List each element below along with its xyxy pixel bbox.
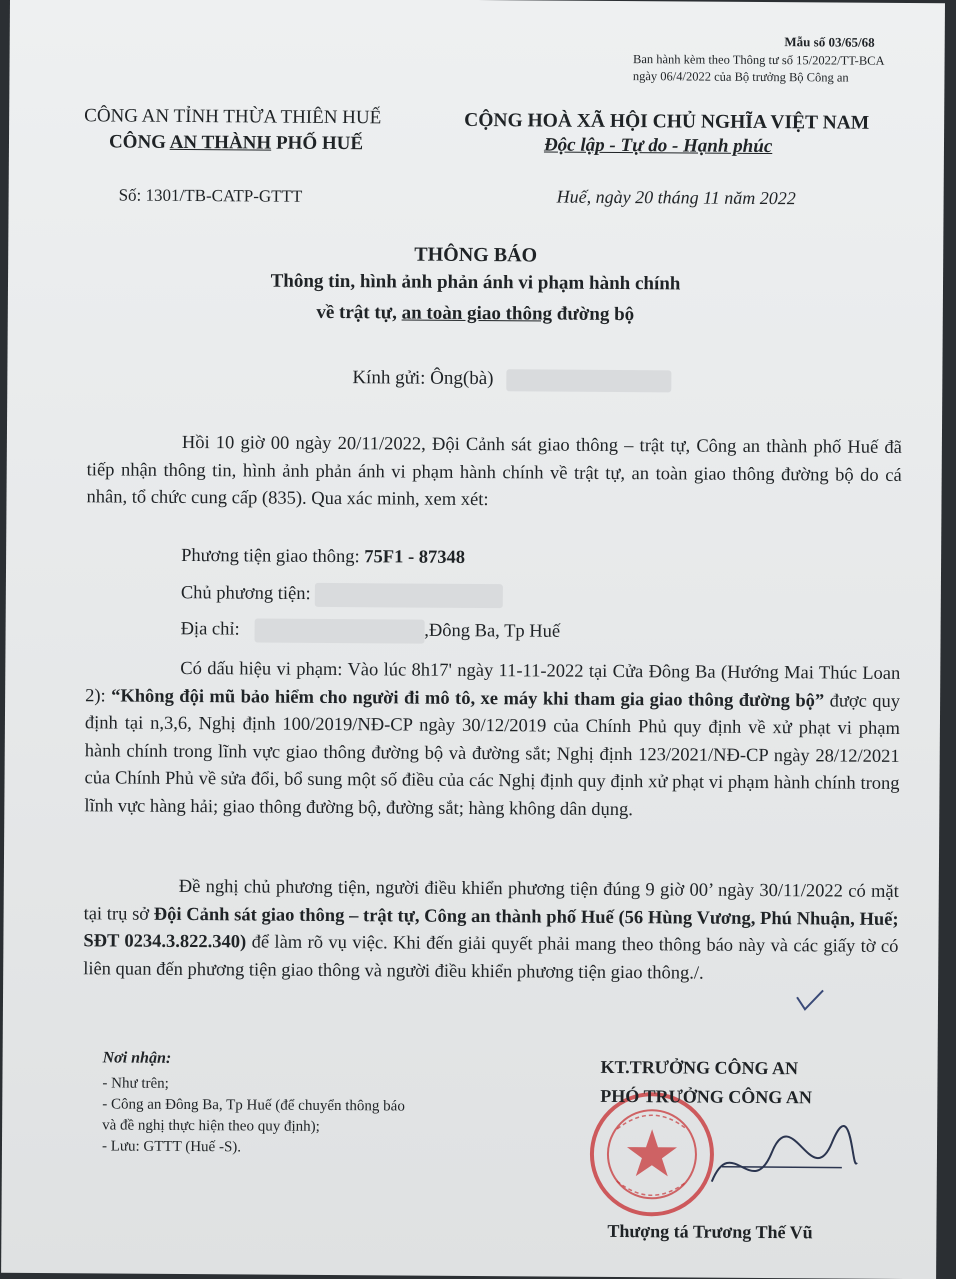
- document-date: Huế, ngày 20 tháng 11 năm 2022: [556, 186, 796, 209]
- form-code: Mẫu số 03/65/68: [784, 34, 875, 50]
- national-title: CỘNG HOÀ XÃ HỘI CHỦ NGHĨA VIỆT NAM: [464, 109, 870, 134]
- handwritten-signature: [702, 1112, 863, 1213]
- recipient-line: [352, 367, 671, 392]
- form-note-line: ngày 06/4/2022 của Bộ trưởng Bộ Công an: [632, 69, 849, 85]
- issuing-authority-part: CÔNG: [108, 131, 170, 153]
- request-text: để làm rõ vụ việc. Khi đến giải quyết phải mang theo thông báo này và các giấy tờ có liên quan đến phương tiện giao thông và người điều khiển phương tiện giao thông./.: [83, 932, 899, 984]
- paragraph-intro: Hồi 10 giờ 00 ngày 20/11/2022, Đội Cảnh sát giao thông – trật tự, Công an thành phố Huế đã tiếp nhận thông tin, hình ảnh phản ánh vi phạm hành chính về trật tự, an toàn giao thông đường bộ do cá nhân, tổ chức cung cấp (835). Qua xác minh, xem xét:: [86, 432, 902, 511]
- redacted-address: [254, 618, 424, 643]
- receiver-item: - Lưu: GTTT (Huế -S).: [101, 1138, 242, 1156]
- redacted-name: [506, 369, 671, 392]
- receiver-item: - Như trên;: [102, 1075, 169, 1092]
- violation-text: Có dấu hiệu vi phạm: Vào lúc 8h17' ngày 11-11-2022 tại Cửa Đông Ba (Hướng Mai Thúc Loan 2):: [85, 658, 901, 706]
- paragraph-violation: [84, 655, 900, 826]
- issuing-authority-part: AN THÀNH: [169, 131, 272, 154]
- receivers-heading: Nơi nhận:: [102, 1049, 172, 1067]
- form-note: [633, 51, 885, 87]
- document-page: [1, 0, 945, 1279]
- issuing-authority: [109, 131, 363, 155]
- vehicle-row: [181, 546, 465, 569]
- handwritten-check-mark: [795, 987, 825, 1013]
- owner-row: [181, 582, 504, 608]
- official-seal-stamp: [586, 1089, 717, 1220]
- document-subtitle: Thông tin, hình ảnh phản ánh vi phạm hành chính: [270, 270, 681, 295]
- request-office: Đội Cảnh sát giao thông – trật tự, Công an thành phố Huế (56 Hùng Vương, Phú Nhuận, Huế; SĐT 0234.3.822.340): [83, 904, 899, 953]
- receiver-item: - Công an Đông Ba, Tp Huế (để chuyển thông báo và đề nghị thực hiện theo quy định);: [102, 1096, 405, 1135]
- address-row: [181, 618, 561, 645]
- subtitle-part: đường bộ: [552, 303, 635, 326]
- signature-position: PHÓ TRƯỞNG CÔNG AN: [600, 1085, 812, 1108]
- recipient-label: Kính gửi: Ông(bà): [352, 367, 494, 390]
- address-label: Địa chỉ:: [180, 619, 240, 640]
- owner-label: Chủ phương tiện:: [180, 583, 311, 605]
- address-suffix: ,Đông Ba, Tp Huế: [424, 620, 561, 642]
- subtitle-part: an toàn giao thông: [401, 302, 553, 325]
- issuing-authority-parent: CÔNG AN TỈNH THỪA THIÊN HUẾ: [84, 105, 382, 129]
- vehicle-plate: 75F1 - 87348: [364, 547, 466, 568]
- signer-name: Thượng tá Trương Thế Vũ: [607, 1220, 813, 1243]
- redacted-owner: [315, 583, 503, 608]
- signature-title: KT.TRƯỞNG CÔNG AN: [600, 1056, 799, 1079]
- document-title: THÔNG BÁO: [414, 243, 538, 267]
- vehicle-label: Phương tiện giao thông:: [181, 545, 365, 568]
- document-subtitle: [8, 300, 943, 329]
- violation-text: được quy định tại n,3,6, Nghị định 100/2019/NĐ-CP ngày 30/12/2019 của Chính Phủ quy định về xử phạt vi phạm hành chính trong lĩnh vực giao thông đường bộ và đường sắt; Nghị định 123/2021/NĐ-CP ngày 28/12/2021 của Chính Phủ về sửa đổi, bổ sung một số điều của các Nghị định quy định xử phạt vi phạm hành chính trong lĩnh vực hàng hải; giao thông đường bộ, đường sắt; hàng không dân dụng.: [84, 690, 901, 820]
- subtitle-part: về trật tự,: [316, 301, 402, 324]
- issuing-authority-part: PHỐ HUẾ: [271, 132, 364, 155]
- paragraph-request: [83, 873, 899, 989]
- request-text: Đề nghị chủ phương tiện, người điều khiển phương tiện đúng 9 giờ 00’ ngày 30/11/2022 có mặt tại trụ sở: [83, 876, 899, 925]
- violation-offense: “Không đội mũ bảo hiểm cho người đi mô tô, xe máy khi tham gia giao thông đường bộ”: [111, 685, 825, 711]
- document-number: Số: 1301/TB-CATP-GTTT: [118, 185, 303, 206]
- form-note-line: Ban hành kèm theo Thông tư số 15/2022/TT-BCA: [632, 52, 885, 68]
- receivers-list: [102, 1073, 423, 1159]
- national-motto: Độc lập - Tự do - Hạnh phúc: [543, 134, 773, 158]
